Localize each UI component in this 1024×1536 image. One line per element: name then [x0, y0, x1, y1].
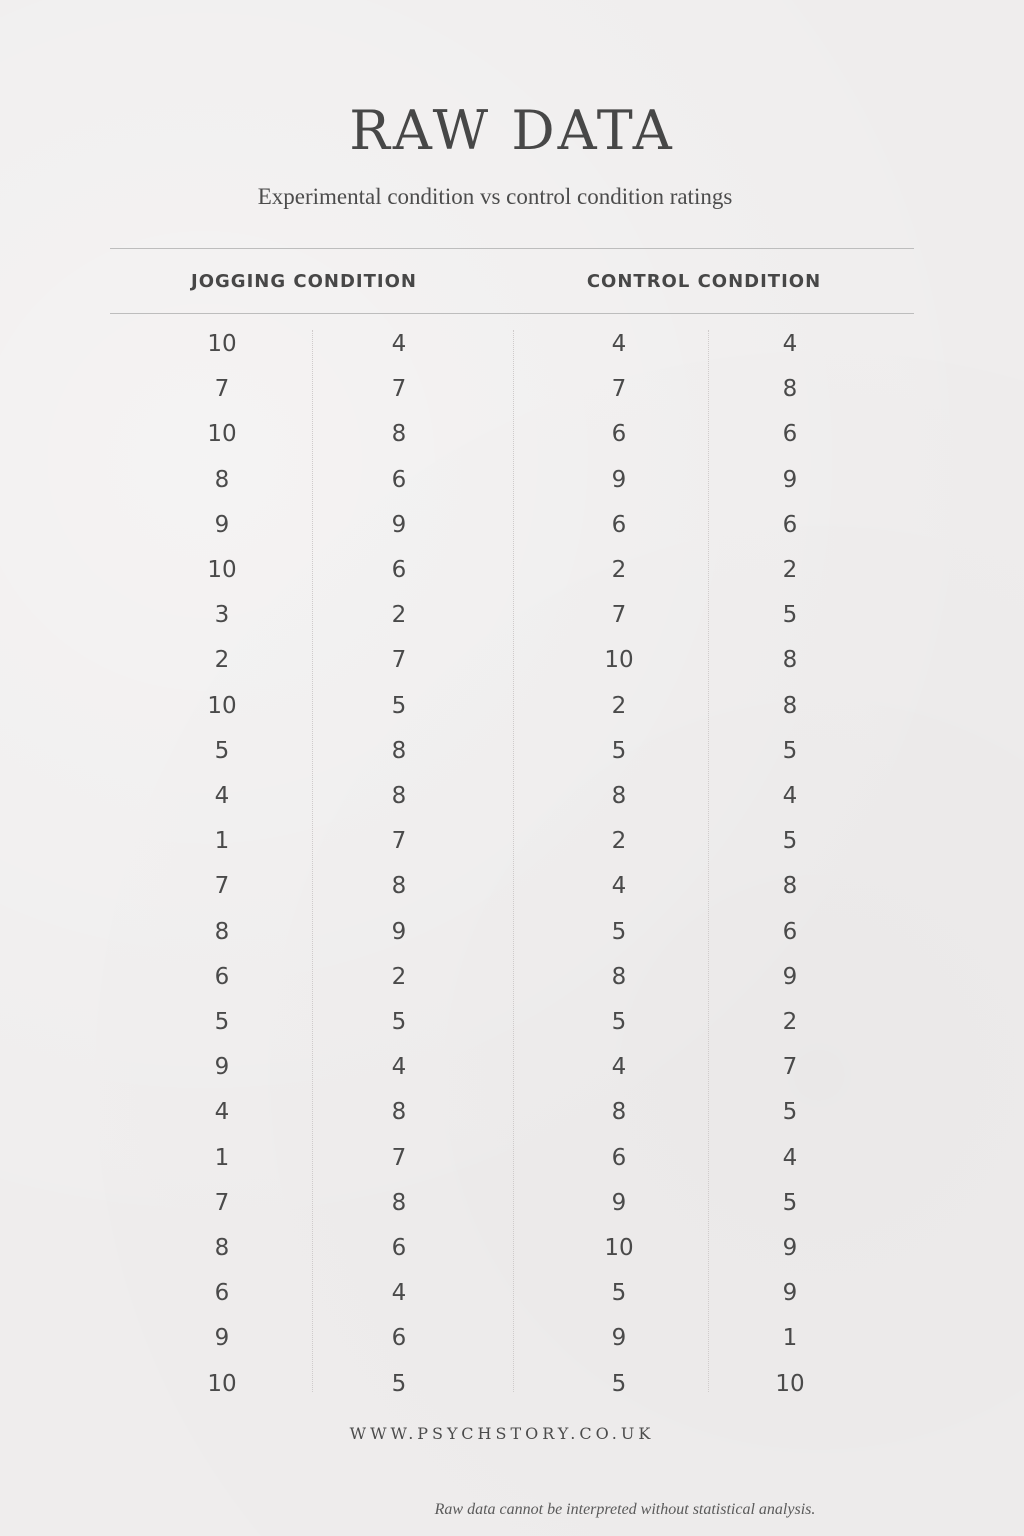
control-condition-header: CONTROL CONDITION — [586, 271, 822, 292]
header-top-rule — [110, 248, 914, 249]
control-rating-cell: 10 — [775, 1370, 805, 1397]
table-row — [0, 774, 1024, 818]
control-rating-cell: 4 — [611, 873, 627, 900]
control-rating-cell: 5 — [782, 1099, 798, 1126]
jogging-rating-cell: 10 — [207, 421, 237, 448]
control-rating-cell: 5 — [611, 918, 627, 945]
jogging-rating-cell: 10 — [207, 1370, 237, 1397]
table-row — [0, 638, 1024, 682]
control-rating-cell: 7 — [782, 1054, 798, 1081]
jogging-rating-cell: 5 — [391, 1370, 407, 1397]
jogging-rating-cell: 4 — [391, 1054, 407, 1081]
control-rating-cell: 6 — [611, 511, 627, 538]
jogging-rating-cell: 10 — [207, 692, 237, 719]
jogging-rating-cell: 7 — [214, 1189, 230, 1216]
control-rating-cell: 5 — [782, 828, 798, 855]
jogging-rating-cell: 2 — [391, 602, 407, 629]
page-subtitle: Experimental condition vs control condition ratings — [257, 184, 733, 209]
jogging-rating-cell: 4 — [214, 783, 230, 809]
control-rating-cell: 1 — [782, 1325, 798, 1352]
jogging-rating-cell: 8 — [214, 1235, 230, 1261]
jogging-rating-cell: 5 — [391, 692, 407, 719]
control-rating-cell: 9 — [782, 963, 798, 990]
jogging-rating-cell: 9 — [214, 1325, 230, 1352]
jogging-rating-cell: 8 — [391, 1099, 407, 1126]
table-row — [0, 1090, 1024, 1134]
jogging-rating-cell: 8 — [391, 737, 407, 764]
jogging-rating-cell: 8 — [214, 466, 230, 493]
jogging-rating-cell: 6 — [391, 1325, 407, 1352]
jogging-rating-cell: 10 — [207, 331, 237, 357]
table-row — [0, 684, 1024, 728]
table-row — [0, 955, 1024, 999]
jogging-rating-cell: 5 — [214, 1009, 230, 1035]
table-row — [0, 1271, 1024, 1315]
control-rating-cell: 9 — [611, 1325, 627, 1352]
jogging-rating-cell: 2 — [391, 963, 407, 990]
jogging-condition-header: JOGGING CONDITION — [191, 271, 417, 292]
jogging-rating-cell: 1 — [214, 1144, 230, 1171]
jogging-rating-cell: 1 — [214, 828, 230, 855]
jogging-rating-cell: 2 — [214, 647, 230, 674]
jogging-rating-cell: 4 — [391, 331, 407, 357]
page-title: RAW DATA — [349, 99, 675, 162]
table-row — [0, 503, 1024, 547]
jogging-rating-cell: 6 — [391, 466, 407, 493]
jogging-rating-cell: 10 — [207, 557, 237, 583]
jogging-rating-cell: 4 — [214, 1099, 230, 1126]
table-row — [0, 1316, 1024, 1360]
control-rating-cell: 7 — [611, 602, 627, 629]
jogging-rating-cell: 5 — [214, 737, 230, 764]
control-rating-cell: 9 — [782, 466, 798, 493]
table-row — [0, 729, 1024, 773]
control-rating-cell: 5 — [782, 737, 798, 764]
control-rating-cell: 6 — [782, 421, 798, 448]
table-row — [0, 1181, 1024, 1225]
control-rating-cell: 7 — [611, 376, 627, 403]
table-row — [0, 1226, 1024, 1270]
table-row — [0, 1000, 1024, 1044]
control-rating-cell: 2 — [782, 557, 798, 583]
control-rating-cell: 8 — [782, 647, 798, 674]
control-rating-cell: 9 — [611, 466, 627, 493]
jogging-rating-cell: 8 — [391, 873, 407, 900]
control-rating-cell: 2 — [611, 828, 627, 855]
jogging-rating-cell: 8 — [391, 783, 407, 809]
footnote: Raw data cannot be interpreted without statistical analysis. — [434, 1501, 816, 1518]
control-rating-cell: 5 — [782, 1189, 798, 1216]
control-rating-cell: 9 — [782, 1280, 798, 1307]
control-rating-cell: 6 — [782, 511, 798, 538]
jogging-rating-cell: 8 — [391, 421, 407, 448]
control-rating-cell: 5 — [611, 737, 627, 764]
table-row — [0, 548, 1024, 592]
jogging-rating-cell: 6 — [391, 1235, 407, 1261]
control-rating-cell: 10 — [604, 647, 634, 674]
table-row — [0, 367, 1024, 411]
control-rating-cell: 8 — [611, 783, 627, 809]
jogging-rating-cell: 6 — [214, 963, 230, 990]
control-rating-cell: 4 — [782, 331, 798, 357]
table-row — [0, 1045, 1024, 1089]
control-rating-cell: 5 — [611, 1009, 627, 1035]
jogging-rating-cell: 7 — [391, 376, 407, 403]
jogging-rating-cell: 5 — [391, 1009, 407, 1035]
control-rating-cell: 5 — [611, 1280, 627, 1307]
table-row — [0, 1136, 1024, 1180]
control-rating-cell: 8 — [782, 873, 798, 900]
control-rating-cell: 8 — [611, 1099, 627, 1126]
jogging-rating-cell: 7 — [214, 873, 230, 900]
table-row — [0, 322, 1024, 366]
control-rating-cell: 4 — [782, 783, 798, 809]
jogging-rating-cell: 8 — [391, 1189, 407, 1216]
jogging-rating-cell: 7 — [391, 647, 407, 674]
control-rating-cell: 5 — [782, 602, 798, 629]
jogging-rating-cell: 9 — [391, 511, 407, 538]
control-rating-cell: 10 — [604, 1235, 634, 1261]
table-row — [0, 1362, 1024, 1406]
table-row — [0, 412, 1024, 456]
control-rating-cell: 9 — [782, 1235, 798, 1261]
control-rating-cell: 6 — [611, 1144, 627, 1171]
control-rating-cell: 8 — [782, 376, 798, 403]
header-bottom-rule — [110, 313, 914, 314]
table-row — [0, 593, 1024, 637]
control-rating-cell: 9 — [611, 1189, 627, 1216]
jogging-rating-cell: 3 — [214, 602, 230, 629]
table-row — [0, 910, 1024, 954]
table-row — [0, 458, 1024, 502]
jogging-rating-cell: 6 — [391, 557, 407, 583]
jogging-rating-cell: 7 — [391, 828, 407, 855]
jogging-rating-cell: 9 — [214, 1054, 230, 1081]
control-rating-cell: 4 — [611, 1054, 627, 1081]
jogging-rating-cell: 9 — [214, 511, 230, 538]
jogging-rating-cell: 9 — [391, 918, 407, 945]
control-rating-cell: 5 — [611, 1370, 627, 1397]
control-rating-cell: 4 — [782, 1144, 798, 1171]
control-rating-cell: 4 — [611, 331, 627, 357]
jogging-rating-cell: 4 — [391, 1280, 407, 1307]
table-row — [0, 864, 1024, 908]
control-rating-cell: 2 — [782, 1009, 798, 1035]
control-rating-cell: 8 — [611, 963, 627, 990]
control-rating-cell: 6 — [782, 918, 798, 945]
website-url: WWW.PSYCHSTORY.CO.UK — [349, 1424, 655, 1443]
jogging-rating-cell: 6 — [214, 1280, 230, 1307]
control-rating-cell: 2 — [611, 692, 627, 719]
jogging-rating-cell: 7 — [214, 376, 230, 403]
control-rating-cell: 8 — [782, 692, 798, 719]
jogging-rating-cell: 8 — [214, 918, 230, 945]
jogging-rating-cell: 7 — [391, 1144, 407, 1171]
control-rating-cell: 2 — [611, 557, 627, 583]
control-rating-cell: 6 — [611, 421, 627, 448]
table-row — [0, 819, 1024, 863]
